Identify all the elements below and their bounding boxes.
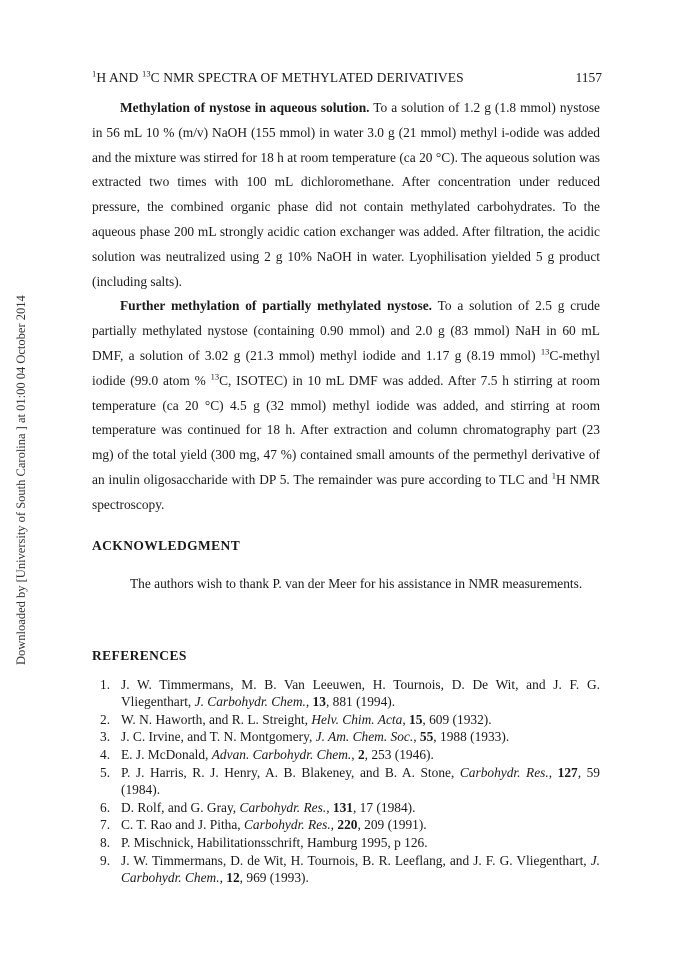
reference-number: 6. xyxy=(100,799,111,815)
further-sup-2: 13 xyxy=(210,371,220,382)
main-text xyxy=(92,96,600,518)
further-text-b: C-methyl iodide (99.0 atom % xyxy=(92,347,600,388)
reference-authors: J. W. Timmermans, M. B. Van Leeuwen, H. Tournois, D. De Wit, and J. F. G. Vliegenthart, xyxy=(121,677,600,709)
reference-pages-year: , 209 (1991). xyxy=(357,817,427,833)
reference-separator: , xyxy=(402,711,410,727)
further-methylation-paragraph xyxy=(92,294,600,517)
further-sup-3: 1 xyxy=(551,470,556,481)
reference-journal: J. Am. Chem. Soc. xyxy=(315,729,414,745)
reference-volume: 131 xyxy=(332,799,353,815)
reference-authors: D. Rolf, and G. Gray, xyxy=(121,799,240,815)
reference-separator: , xyxy=(305,693,313,709)
download-watermark: Downloaded by [University of South Carolina ] at 01:00 04 October 2014 xyxy=(14,295,28,665)
further-text-a: To a solution of 2.5 g crude partially methylated nystose (containing 0.90 mmol) and 2.0 g (83 mmol) NaH in 60 mL DMF, a solution of 3.02 g (21.3 mmol) methyl iodide and 1.17 g (8.19 mmol) xyxy=(92,298,600,363)
reference-number: 4. xyxy=(100,747,111,763)
reference-number: 9. xyxy=(100,852,111,868)
further-sup-1: 13 xyxy=(540,346,550,357)
reference-journal: Advan. Carbohydr. Chem. xyxy=(211,747,352,763)
reference-authors: J. C. Irvine, and T. N. Montgomery, xyxy=(121,729,316,745)
reference-item xyxy=(100,729,600,746)
reference-journal: Carbohydr. Res. xyxy=(244,817,331,833)
reference-number: 1. xyxy=(100,677,111,692)
reference-number: 7. xyxy=(100,817,111,833)
reference-separator: , xyxy=(326,799,333,815)
reference-separator: , xyxy=(413,729,420,745)
reference-pages-year: , 17 (1984). xyxy=(352,799,416,815)
reference-journal: J. Carbohydr. Chem. xyxy=(194,693,306,709)
reference-item xyxy=(100,800,600,817)
reference-journal: Carbohydr. Res. xyxy=(239,799,327,815)
reference-authors: P. Mischnick, Habilitationsschrift, Hamburg 1995, p 126. xyxy=(121,835,428,851)
methylation-text: To a solution of 1.2 g (1.8 mmol) nystose in 56 mL 10 % (m/v) NaOH (155 mmol) in water 3.0 g (21 mmol) methyl i-odide was added and the mixture was stirred for 18 h at room temperature (ca 20 °C). The aqueous solution was extracted two times with 100 mL dichloromethane. After concentration under reduced pressure, the combined organic phase did not contain methylated carbohydrates. To the aqueous phase 200 mL strongly acidic cation exchanger was added. After filtration, the acidic solution was neutralized using 2 g 10% NaOH in water. Lyophilisation yielded 5 g product (including salts). xyxy=(92,100,600,289)
reference-item xyxy=(100,835,600,852)
reference-separator: , xyxy=(351,747,358,763)
references-list xyxy=(100,677,600,888)
references-heading: REFERENCES xyxy=(92,648,187,663)
reference-item xyxy=(100,747,600,764)
reference-item xyxy=(100,677,600,711)
reference-volume: 127 xyxy=(557,764,578,780)
reference-volume: 220 xyxy=(337,817,358,833)
reference-pages-year: , 969 (1993). xyxy=(239,869,309,885)
reference-separator: , xyxy=(548,764,558,780)
running-header xyxy=(92,70,602,90)
reference-journal: Helv. Chim. Acta xyxy=(311,711,403,727)
header-title-part: H AND xyxy=(96,70,142,85)
reference-number: 5. xyxy=(100,764,111,780)
reference-separator: , xyxy=(330,817,338,833)
header-title xyxy=(92,70,464,86)
reference-authors: E. J. McDonald, xyxy=(121,747,212,763)
reference-item xyxy=(100,853,600,887)
reference-pages-year: , 253 (1946). xyxy=(364,747,434,763)
methylation-heading: Methylation of nystose in aqueous solution. xyxy=(120,100,370,115)
reference-item xyxy=(100,712,600,729)
reference-pages-year: , 881 (1994). xyxy=(325,693,396,709)
reference-volume: 55 xyxy=(419,729,434,745)
reference-authors: J. W. Timmermans, D. de Wit, H. Tournois, B. R. Leeflang, and J. F. G. Vliegenthart, xyxy=(121,852,591,868)
further-text-c: C, ISOTEC) in 10 mL DMF was added. After 7.5 h stirring at room temperature (ca 20 °C) 4.5 g (32 mmol) methyl iodide was added, and stirring at room temperature was continued for 18 h. After extraction and column chromatography part (23 mg) of the total yield (300 mg, 47 %) contained small amounts of the permethyl derivative of an inulin oligosaccharide with DP 5. The remainder was pure according to TLC and xyxy=(92,372,600,487)
reference-authors: P. J. Harris, R. J. Henry, A. B. Blakeney, and B. A. Stone, xyxy=(121,764,460,780)
page-number: 1157 xyxy=(575,70,602,85)
reference-volume: 12 xyxy=(226,869,240,885)
header-sup-13: 13 xyxy=(141,68,151,79)
header-title-rest: C NMR SPECTRA OF METHYLATED DERIVATIVES xyxy=(150,70,464,85)
reference-journal: J. Carbohydr. Chem. xyxy=(121,852,600,885)
acknowledgment-heading: ACKNOWLEDGMENT xyxy=(92,538,241,553)
reference-journal: Carbohydr. Res. xyxy=(459,764,549,780)
reference-pages-year: , 1988 (1933). xyxy=(433,729,510,745)
reference-number: 2. xyxy=(100,711,111,727)
reference-authors: C. T. Rao and J. Pitha, xyxy=(121,817,244,833)
reference-separator: , xyxy=(219,869,227,885)
methylation-paragraph xyxy=(92,96,600,294)
acknowledgment-text: The authors wish to thank P. van der Meer for his assistance in NMR measurements. xyxy=(130,576,583,591)
reference-volume: 15 xyxy=(409,711,423,727)
header-sup-1: 1 xyxy=(92,68,97,79)
reference-volume: 13 xyxy=(312,693,326,709)
reference-pages-year: , 59 (1984). xyxy=(121,764,600,797)
reference-number: 8. xyxy=(100,835,111,851)
further-heading: Further methylation of partially methylated nystose. xyxy=(120,298,432,314)
further-text-d: H NMR spectroscopy. xyxy=(92,471,600,512)
reference-item xyxy=(100,817,600,834)
reference-pages-year: , 609 (1932). xyxy=(422,711,492,727)
reference-volume: 2 xyxy=(357,747,365,763)
reference-authors: W. N. Haworth, and R. L. Streight, xyxy=(121,711,312,727)
reference-number: 3. xyxy=(100,729,111,745)
reference-item xyxy=(100,765,600,799)
